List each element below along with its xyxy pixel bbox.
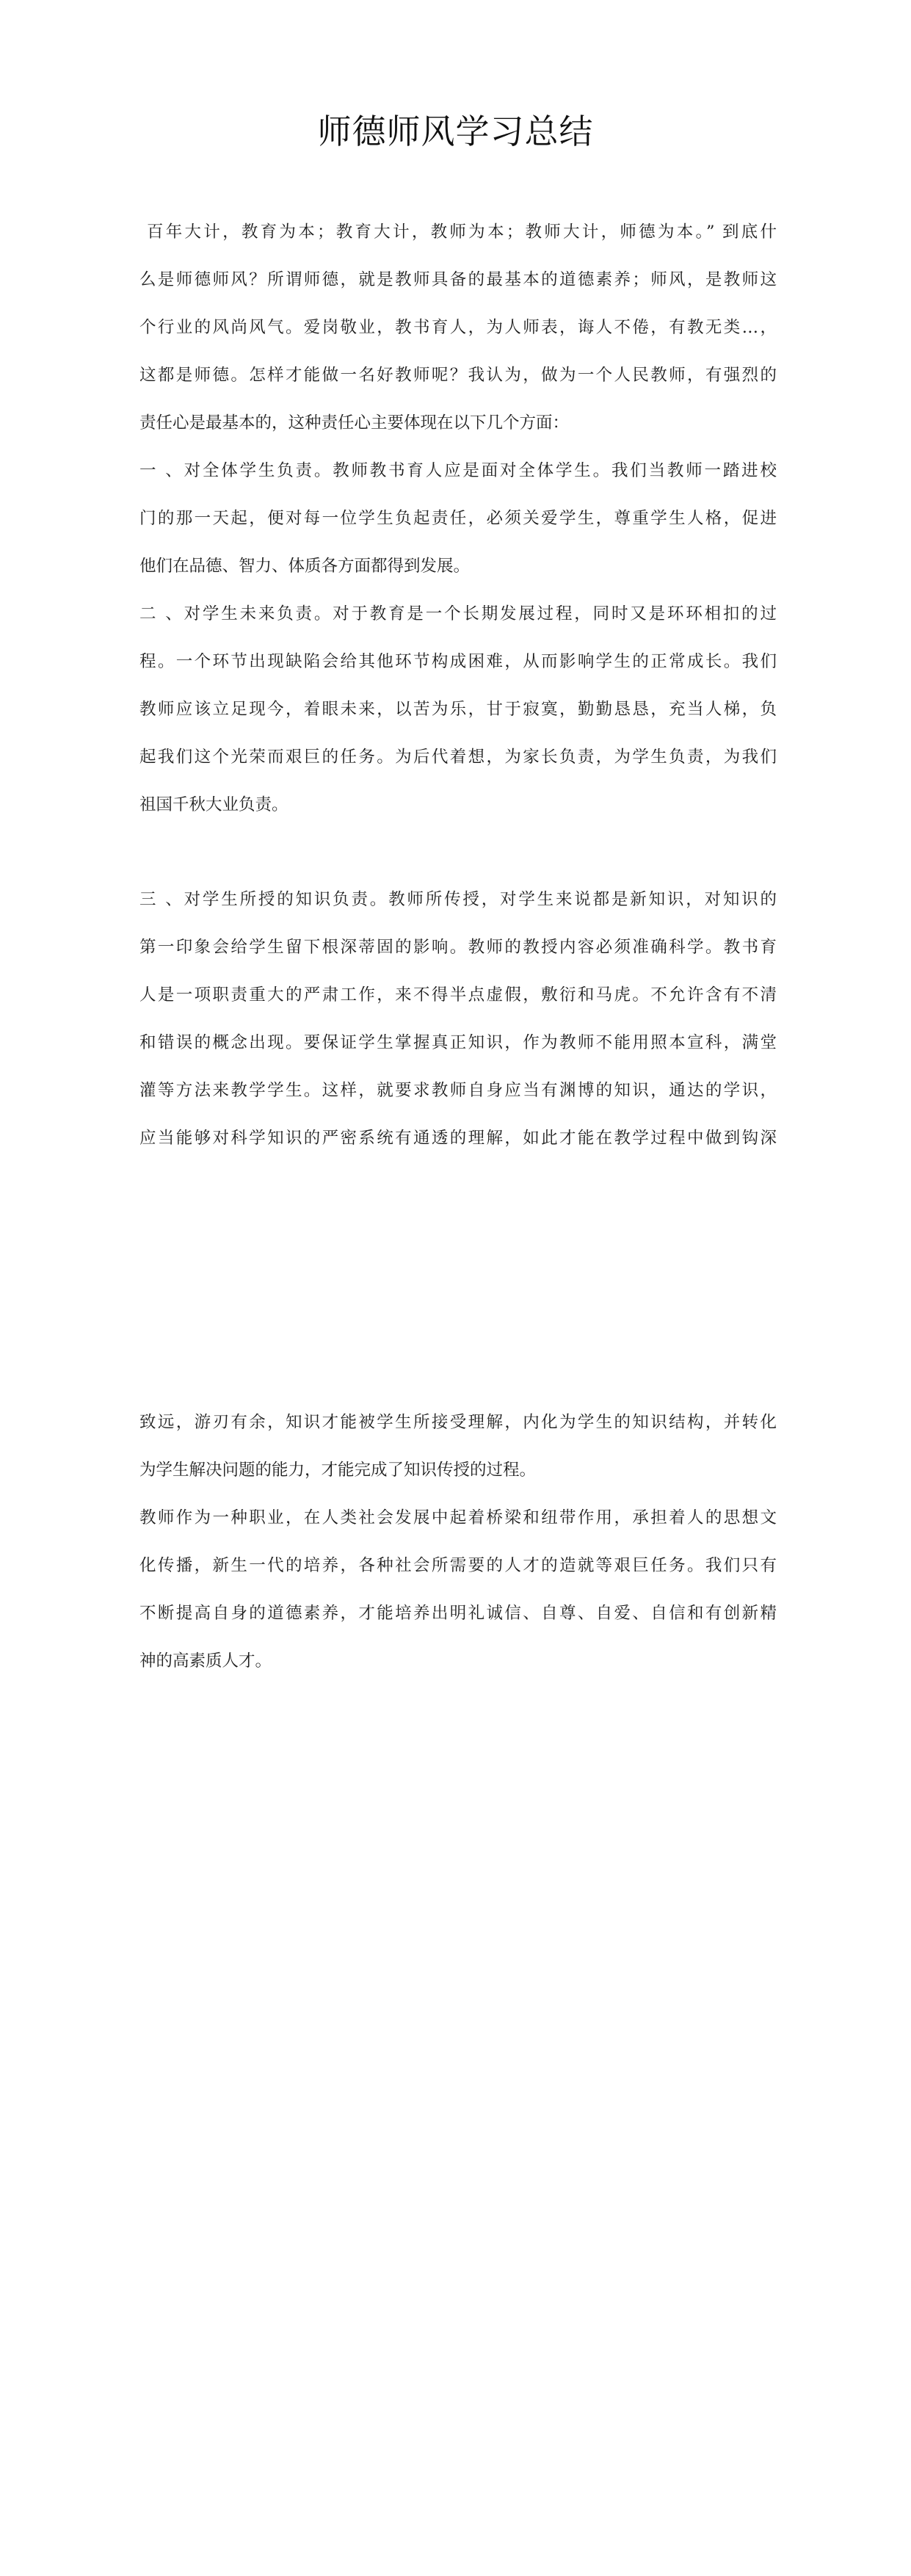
text-line: 个行业的风尚风气。爱岗敬业，教书育人，为人师表，诲人不倦，有教无类…， — [139, 318, 777, 337]
text-line: 责任心是最基本的，这种责任心主要体现在以下几个方面： — [139, 413, 570, 433]
paragraph-conclusion — [139, 1494, 777, 1685]
paragraph-point-1 — [139, 447, 777, 590]
text-line: 第一印象会给学生留下根深蒂固的影响。教师的教授内容必须准确科学。教书育 — [139, 938, 777, 957]
paragraph-point-3 — [139, 876, 777, 1162]
page-title: 师德师风学习总结 — [317, 112, 594, 151]
text-line: 神的高素质人才。 — [139, 1651, 272, 1671]
text-line: 门的那一天起，便对每一位学生负起责任，必须关爱学生，尊重学生人格，促进 — [139, 509, 777, 528]
text-line: 化传播，新生一代的培养，各种社会所需要的人才的造就等艰巨任务。我们只有 — [139, 1556, 777, 1575]
text-line: 灌等方法来教学学生。这样，就要求教师自身应当有渊博的知识，通达的学识， — [139, 1081, 777, 1100]
text-line: 起我们这个光荣而艰巨的任务。为后代着想，为家长负责，为学生负责，为我们 — [139, 748, 777, 767]
text-line: 二 、对学生未来负责。对于教育是一个长期发展过程，同时又是环环相扣的过 — [139, 604, 777, 623]
text-line: 教师作为一种职业，在人类社会发展中起着桥梁和纽带作用，承担着人的思想文 — [139, 1508, 777, 1527]
text-line: 教师应该立足现今，着眼未来，以苦为乐，甘于寂寞，勤勤恳恳，充当人梯，负 — [139, 700, 777, 719]
text-line: 应当能够对科学知识的严密系统有通透的理解，如此才能在教学过程中做到钩深 — [139, 1129, 777, 1148]
text-line: 三 、对学生所授的知识负责。教师所传授，对学生来说都是新知识，对知识的 — [139, 890, 777, 909]
text-line: 程。一个环节出现缺陷会给其他环节构成困难，从而影响学生的正常成长。我们 — [139, 652, 777, 671]
text-line: 不断提高自身的道德素养，才能培养出明礼诚信、自尊、自爱、自信和有创新精 — [139, 1604, 777, 1623]
text-line: 他们在品德、智力、体质各方面都得到发展。 — [139, 557, 471, 576]
text-line: 么是师德师风？所谓师德，就是教师具备的最基本的道德素养；师风，是教师这 — [139, 270, 777, 289]
paragraph-intro — [139, 209, 777, 447]
text-line: 和错误的概念出现。要保证学生掌握真正知识，作为教师不能用照本宣科，满堂 — [139, 1033, 777, 1052]
text-line: 人是一项职责重大的严肃工作，来不得半点虚假，敷衍和马虎。不允许含有不清 — [139, 985, 777, 1005]
paragraph-point-2 — [139, 590, 777, 829]
text-line: 一 、对全体学生负责。教师教书育人应是面对全体学生。我们当教师一踏进校 — [139, 461, 777, 480]
text-line: 为学生解决问题的能力，才能完成了知识传授的过程。 — [139, 1461, 537, 1480]
text-line: 百年大计，教育为本；教育大计，教师为本；教师大计，师德为本。” 到底什 — [147, 222, 777, 242]
paragraph-point-3-continued — [139, 1399, 777, 1494]
text-line: 祖国千秋大业负责。 — [139, 795, 288, 814]
text-line: 这都是师德。怎样才能做一名好教师呢？我认为，做为一个人民教师，有强烈的 — [139, 366, 777, 385]
text-line: 致远，游刃有余，知识才能被学生所接受理解，内化为学生的知识结构，并转化 — [139, 1413, 777, 1432]
